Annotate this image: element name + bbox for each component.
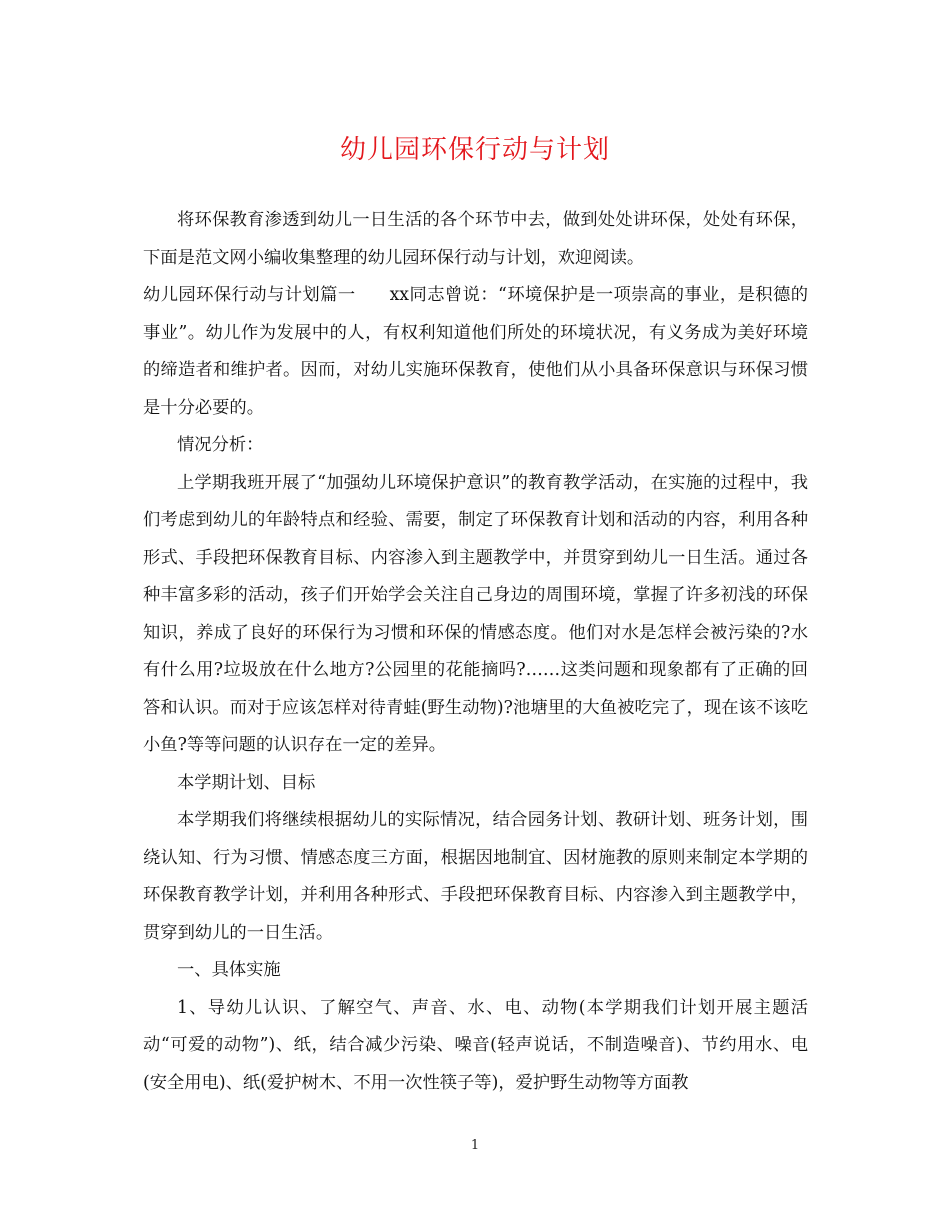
plan-paragraph: 本学期我们将继续根据幼儿的实际情况，结合园务计划、教研计划、班务计划，围绕认知、行为习惯、情感态度三方面，根据因地制宜、因材施教的原则来制定本学期的环保教育教学计划，并利用各种形式、手段把环保教育目标、内容渗入到主题教学中，贯穿到幼儿的一日生活。 (143, 810, 808, 943)
implementation-heading: 一、具体实施 (177, 960, 281, 980)
section-text: xx同志曾说：“环境保护是一项崇高的事业，是积德的事业”。幼儿作为发展中的人，有权利知道他们所处的环境状况，有义务成为美好环境的缔造者和维护者。因而，对幼儿实施环保教育，使他们从小具备环保意识与环保习惯是十分必要的。 (143, 285, 808, 418)
section-paragraph (143, 277, 808, 427)
intro-paragraph: 将环保教育渗透到幼儿一日生活的各个环节中去，做到处处讲环保，处处有环保，下面是范文网小编收集整理的幼儿园环保行动与计划，欢迎阅读。 (143, 210, 808, 268)
section-label: 幼儿园环保行动与计划篇一 (143, 285, 356, 305)
plan-heading: 本学期计划、目标 (177, 772, 316, 793)
document-body (143, 202, 808, 1102)
implementation-item-1: 1、导幼儿认识、了解空气、声音、水、电、动物(本学期我们计划开展主题活动“可爱的动物”)、纸，结合减少污染、噪音(轻声说话，不制造噪音)、节约用水、电(安全用电)、纸(爱护树木、不用一次性筷子等)，爱护野生动物等方面教 (143, 997, 808, 1093)
page-number: 1 (470, 1138, 480, 1153)
analysis-paragraph: 上学期我班开展了“加强幼儿环境保护意识”的教育教学活动，在实施的过程中，我们考虑到幼儿的年龄特点和经验、需要，制定了环保教育计划和活动的内容，利用各种形式、手段把环保教育目标、内容渗入到主题教学中，并贯穿到幼儿一日生活。通过各种丰富多彩的活动，孩子们开始学会关注自己身边的周围环境，掌握了许多初浅的环保知识，养成了良好的环保行为习惯和环保的情感态度。他们对水是怎样会被污染的?水有什么用?垃圾放在什么地方?公园里的花能摘吗?……这类问题和现象都有了正确的回答和认识。而对于应该怎样对待青蛙(野生动物)?池塘里的大鱼被吃完了，现在该不该吃小鱼?等等问题的认识存在一定的差异。 (143, 472, 808, 755)
document-title: 幼儿园环保行动与计划 (339, 135, 610, 165)
analysis-heading: 情况分析： (177, 435, 264, 455)
